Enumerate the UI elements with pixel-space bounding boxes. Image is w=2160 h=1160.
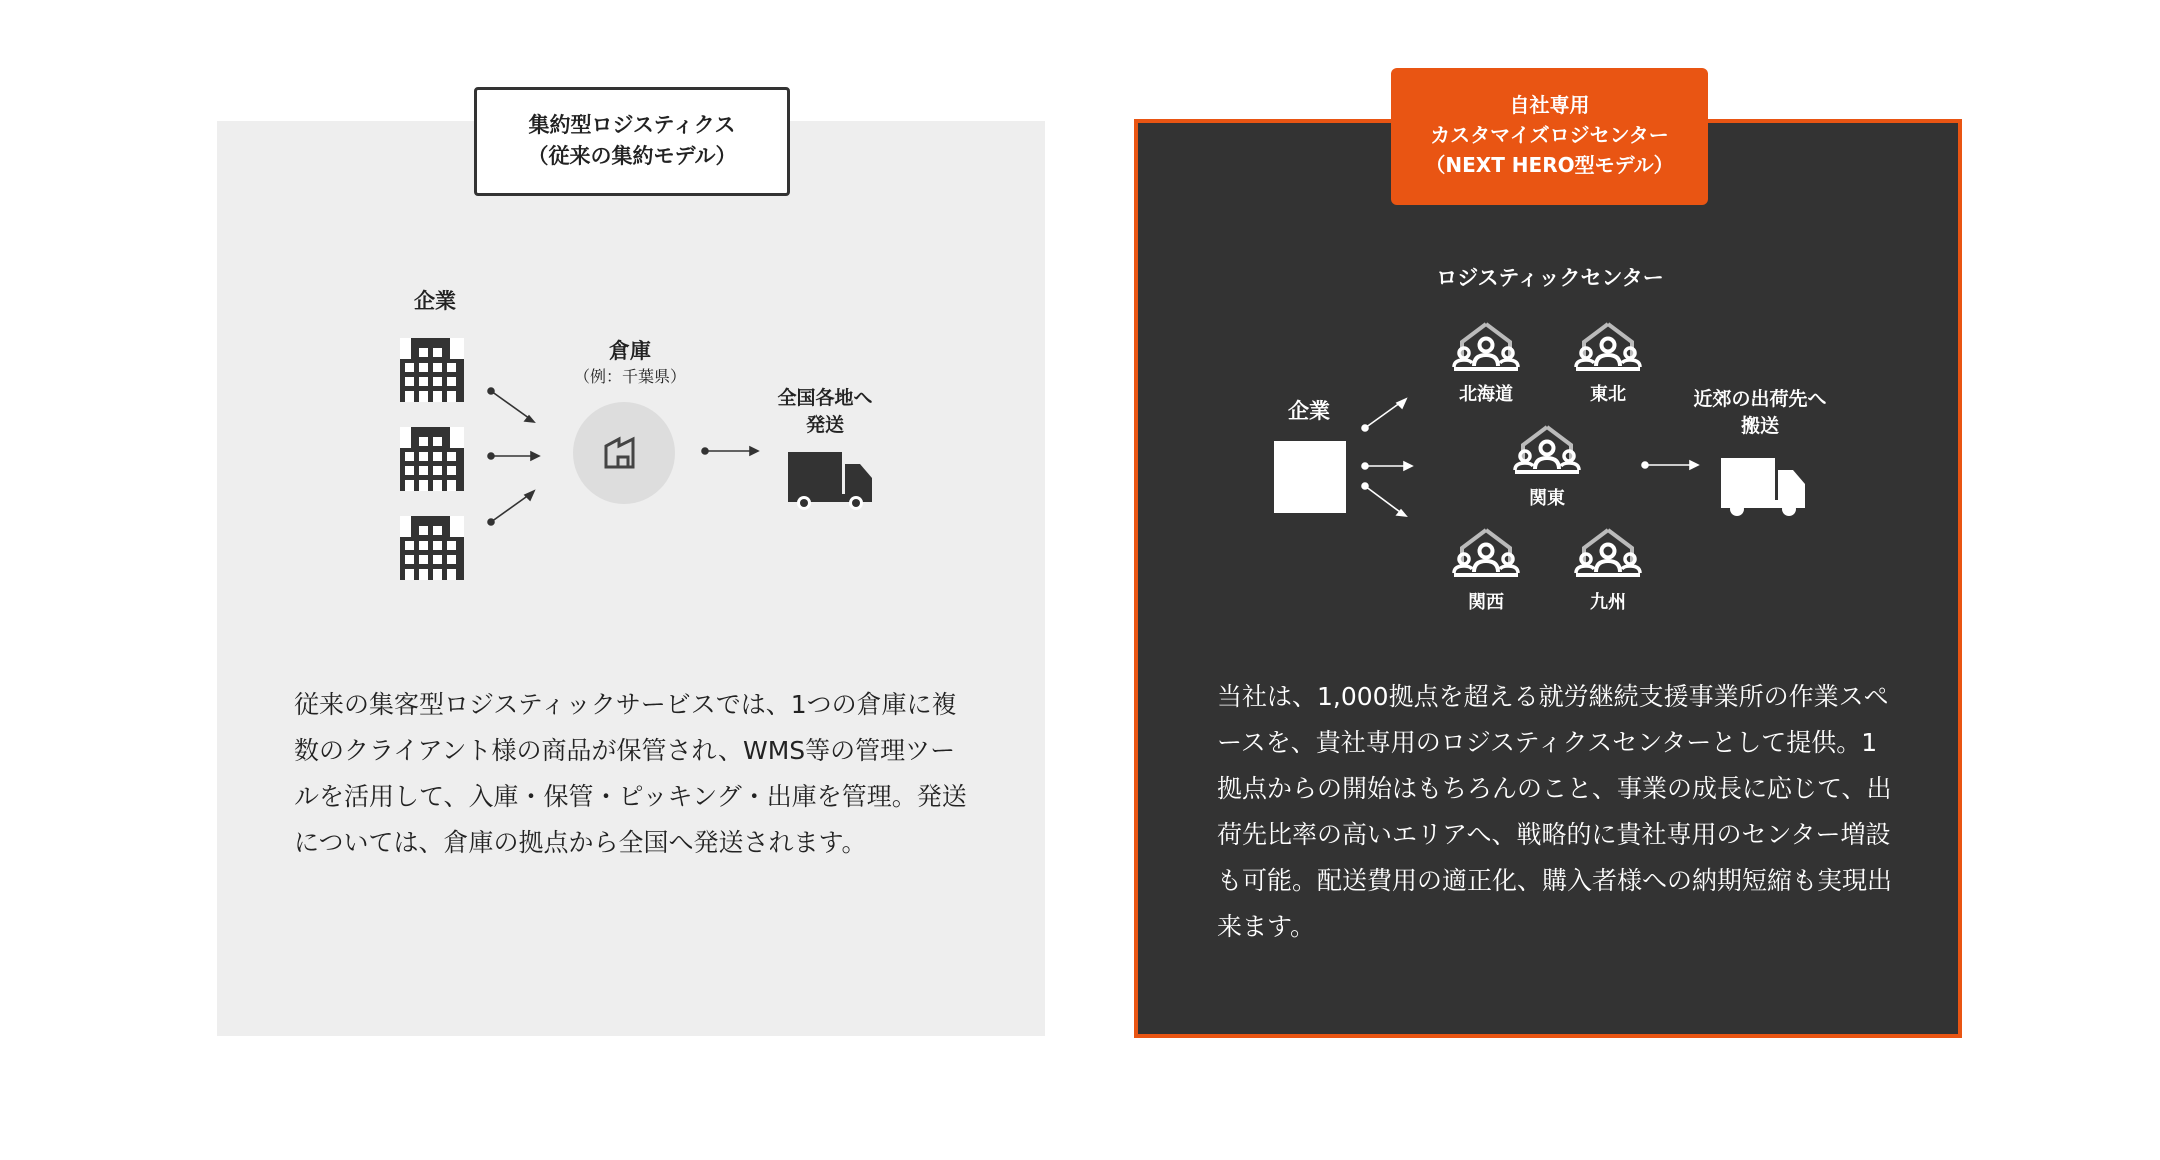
company-building-icon [400,338,464,402]
distribution-arrows [1360,395,1416,521]
next-hero-destination-line2: 搬送 [1740,415,1779,437]
warehouse-icon [572,401,676,505]
conventional-destination-label [765,385,885,439]
conventional-model-title [474,87,790,196]
center-label-kansai: 関西 [1468,592,1504,613]
company-building-icon [1274,441,1346,513]
outbound-arrow [1640,458,1702,472]
next-hero-model-title [1391,68,1708,205]
inbound-arrows [485,385,545,525]
delivery-truck-icon [1721,458,1805,516]
logistics-center-heading: ロジスティックセンター [1436,266,1664,290]
company-building-icon [400,427,464,491]
conventional-destination-line1: 全国各地へ [777,387,873,409]
conventional-title-line1: 集約型ロジスティクス [528,113,736,137]
company-building-icon [400,516,464,580]
logistics-center-people-icon [1511,423,1583,475]
conventional-destination-line2: 発送 [805,414,844,436]
next-hero-destination-line1: 近郊の出荷先へ [1693,388,1827,410]
next-hero-title-line2: カスタマイズロジセンター [1430,123,1669,147]
outbound-arrow [700,444,762,458]
center-label-kyushu: 九州 [1590,592,1626,613]
next-hero-description: 当社は、1,000拠点を超える就労継続支援事業所の作業スペースを、貴社専用のロジスティクスセンターとして提供。1拠点からの開始はもちろんのこと、事業の成長に応じて、出荷先比率の高いエリアへ、戦略的に貴社専用のセンター増設も可能。配送費用の適正化、購入者様への納期短縮も実現出来ます。 [1217,682,1893,941]
logistics-center-people-icon [1572,526,1644,578]
next-hero-company-label: 企業 [1288,399,1330,423]
conventional-model-panel [217,121,1045,1036]
warehouse-example-label: （例：千葉県） [573,367,686,386]
center-label-kanto: 関東 [1529,488,1565,509]
center-label-tohoku: 東北 [1590,384,1626,405]
next-hero-title-line3: （NEXT HERO型モデル） [1425,153,1674,177]
logistics-center-people-icon [1572,320,1644,372]
warehouse-label: 倉庫 [609,339,651,363]
center-label-hokkaido: 北海道 [1459,384,1513,405]
next-hero-title-line1: 自社専用 [1509,93,1590,117]
logistics-center-people-icon [1450,526,1522,578]
conventional-title-line2: （従来の集約モデル） [527,144,737,168]
logistics-center-people-icon [1450,320,1522,372]
conventional-description: 従来の集客型ロジスティックサービスでは、1つの倉庫に複数のクライアント様の商品が保管され、WMS等の管理ツールを活用して、入庫・保管・ピッキング・出庫を管理。発送については、倉庫の拠点から全国へ発送されます。 [294,690,967,857]
next-hero-destination-label [1680,386,1840,440]
conventional-company-label: 企業 [414,289,456,313]
delivery-truck-icon [788,452,872,510]
